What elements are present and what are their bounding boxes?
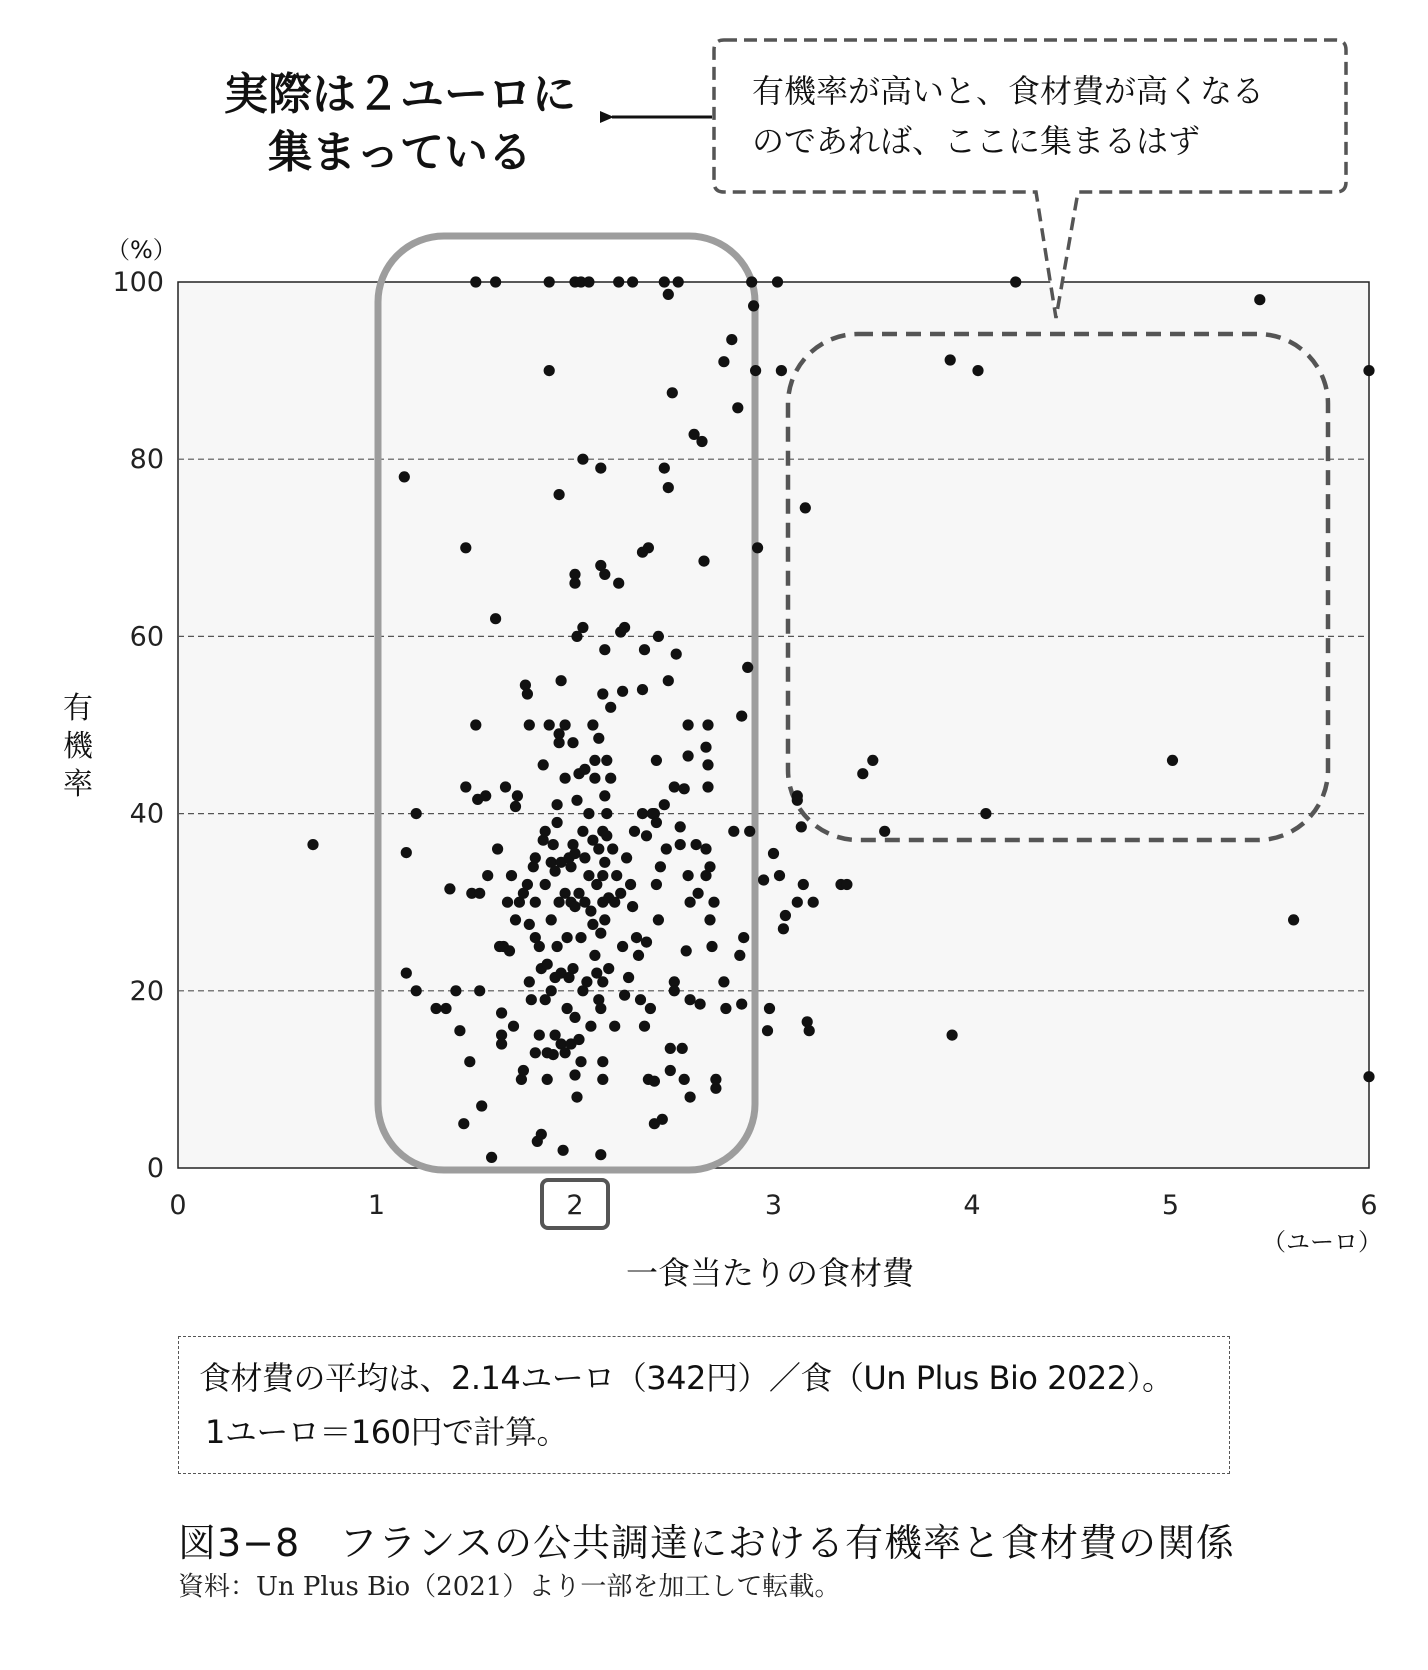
data-point (599, 569, 610, 580)
data-point (534, 1030, 545, 1041)
data-point (540, 879, 551, 890)
data-point (744, 826, 755, 837)
y-tick-labels (112, 267, 164, 1184)
annotation-expected-line2: のであれば、ここに集まるはず (752, 122, 1201, 160)
data-point (947, 1030, 958, 1041)
data-point (597, 1074, 608, 1085)
data-point (562, 932, 573, 943)
data-point (512, 790, 523, 801)
data-point (524, 976, 535, 987)
data-point (552, 941, 563, 952)
data-point (534, 941, 545, 952)
data-point (599, 644, 610, 655)
data-point (639, 1021, 650, 1032)
data-point (726, 334, 737, 345)
data-point (663, 289, 674, 300)
data-point (575, 1056, 586, 1067)
data-point (623, 972, 634, 983)
data-point (651, 879, 662, 890)
data-point (661, 843, 672, 854)
data-point (401, 847, 412, 858)
data-point (486, 1152, 497, 1163)
data-point (671, 649, 682, 660)
data-point (683, 870, 694, 881)
data-point (734, 950, 745, 961)
data-point (554, 489, 565, 500)
data-point (583, 808, 594, 819)
data-point (613, 578, 624, 589)
data-point (665, 1043, 676, 1054)
data-point (542, 1074, 553, 1085)
data-point (615, 888, 626, 899)
data-point (627, 276, 638, 287)
data-point (659, 276, 670, 287)
data-point (645, 1003, 656, 1014)
data-point (698, 556, 709, 567)
data-point (665, 1065, 676, 1076)
data-point (601, 755, 612, 766)
data-point (522, 688, 533, 699)
data-point (579, 852, 590, 863)
data-point (496, 1007, 507, 1018)
data-point (792, 795, 803, 806)
data-point (524, 719, 535, 730)
data-point (597, 976, 608, 987)
data-point (411, 985, 422, 996)
data-point (601, 830, 612, 841)
data-point (611, 870, 622, 881)
data-point (601, 808, 612, 819)
data-point (526, 994, 537, 1005)
data-point (700, 742, 711, 753)
data-point (659, 463, 670, 474)
data-point (679, 783, 690, 794)
data-point (548, 839, 559, 850)
data-point (585, 906, 596, 917)
data-point (508, 1021, 519, 1032)
data-point (607, 843, 618, 854)
data-point (879, 826, 890, 837)
data-point (587, 719, 598, 730)
data-point (474, 888, 485, 899)
data-point (554, 737, 565, 748)
data-point (552, 817, 563, 828)
data-point (450, 985, 461, 996)
x-tick-label: 1 (367, 1190, 386, 1221)
data-point (677, 1043, 688, 1054)
data-point (693, 888, 704, 899)
data-point (482, 870, 493, 881)
data-point (401, 968, 412, 979)
data-point (599, 790, 610, 801)
data-point (444, 883, 455, 894)
data-point (798, 879, 809, 890)
data-point (641, 830, 652, 841)
data-point (544, 365, 555, 376)
y-tick-label: 60 (129, 621, 164, 653)
data-point (696, 436, 707, 447)
data-point (808, 897, 819, 908)
y-tick-label: 80 (129, 444, 164, 476)
data-point (1010, 276, 1021, 287)
data-point (627, 901, 638, 912)
data-point (683, 750, 694, 761)
data-point (663, 675, 674, 686)
data-point (778, 923, 789, 934)
data-point (857, 768, 868, 779)
data-point (583, 276, 594, 287)
data-point (750, 365, 761, 376)
note-box (178, 1336, 1230, 1474)
data-point (577, 826, 588, 837)
data-point (621, 852, 632, 863)
data-point (683, 719, 694, 730)
data-point (643, 542, 654, 553)
data-point (695, 999, 706, 1010)
data-point (651, 755, 662, 766)
data-point (575, 932, 586, 943)
data-point (633, 950, 644, 961)
data-point (728, 826, 739, 837)
y-axis-unit: （%） (106, 236, 177, 264)
data-point (603, 963, 614, 974)
data-point (464, 1056, 475, 1067)
y-tick-label: 20 (129, 975, 164, 1007)
data-point (738, 932, 749, 943)
data-point (470, 719, 481, 730)
data-point (772, 276, 783, 287)
data-point (490, 276, 501, 287)
figure-title: 図3−8 フランスの公共調達における有機率と食材費の関係 (178, 1521, 1236, 1565)
x-tick-label: 4 (963, 1190, 981, 1221)
data-point (653, 631, 664, 642)
data-point (542, 959, 553, 970)
data-point (748, 300, 759, 311)
data-point (583, 870, 594, 881)
data-point (691, 839, 702, 850)
note-line2: 1ユーロ＝160円で計算。 (205, 1413, 568, 1451)
data-point (546, 914, 557, 925)
data-point (552, 799, 563, 810)
data-point (569, 901, 580, 912)
data-point (502, 897, 513, 908)
data-point (617, 941, 628, 952)
data-point (685, 897, 696, 908)
data-point (544, 276, 555, 287)
y-axis-label: 有機率 (63, 691, 93, 802)
data-point (617, 686, 628, 697)
data-point (585, 1021, 596, 1032)
data-point (569, 578, 580, 589)
data-point (1363, 365, 1374, 376)
data-point (651, 817, 662, 828)
data-point (581, 976, 592, 987)
data-point (500, 781, 511, 792)
data-point (540, 826, 551, 837)
data-point (631, 932, 642, 943)
data-point (1254, 294, 1265, 305)
data-point (718, 356, 729, 367)
figure-source: 資料：Un Plus Bio（2021）より一部を加工して転載。 (178, 1572, 841, 1602)
data-point (454, 1025, 465, 1036)
data-point (504, 945, 515, 956)
data-point (804, 1025, 815, 1036)
data-point (613, 276, 624, 287)
data-point (476, 1100, 487, 1111)
data-point (538, 759, 549, 770)
data-point (736, 999, 747, 1010)
data-point (1167, 755, 1178, 766)
data-point (641, 937, 652, 948)
data-point (605, 773, 616, 784)
data-point (460, 781, 471, 792)
data-point (700, 843, 711, 854)
data-point (720, 1003, 731, 1014)
data-point (1363, 1071, 1374, 1082)
data-point (655, 861, 666, 872)
data-point (718, 976, 729, 987)
data-point (518, 1065, 529, 1076)
data-point (639, 644, 650, 655)
data-point (548, 1049, 559, 1060)
data-point (567, 963, 578, 974)
data-point (522, 879, 533, 890)
data-point (796, 821, 807, 832)
data-point (663, 482, 674, 493)
data-point (431, 1003, 442, 1014)
data-point (597, 870, 608, 881)
annotation-actual-line2: 集まっている (268, 127, 532, 178)
data-point (474, 985, 485, 996)
data-point (492, 843, 503, 854)
data-point (702, 781, 713, 792)
data-point (524, 919, 535, 930)
annotation-expected (752, 66, 1342, 166)
data-point (506, 870, 517, 881)
data-point (593, 843, 604, 854)
data-point (589, 755, 600, 766)
data-point (776, 365, 787, 376)
data-point (653, 914, 664, 925)
data-point (742, 662, 753, 673)
data-point (510, 914, 521, 925)
data-point (619, 622, 630, 633)
data-point (1288, 914, 1299, 925)
x-tick-label: 2 (566, 1190, 584, 1221)
data-point (736, 711, 747, 722)
data-point (649, 1076, 660, 1087)
x-axis-unit: （ユーロ） (1262, 1228, 1382, 1256)
data-point (619, 990, 630, 1001)
data-point (669, 781, 680, 792)
x-tick-labels (169, 1190, 1377, 1221)
data-point (460, 542, 471, 553)
data-point (732, 402, 743, 413)
data-point (758, 874, 769, 885)
y-tick-label: 40 (129, 798, 164, 830)
data-point (565, 861, 576, 872)
data-point (411, 808, 422, 819)
data-point (536, 1129, 547, 1140)
x-tick-label: 6 (1360, 1190, 1378, 1221)
data-point (567, 737, 578, 748)
data-point (780, 910, 791, 921)
data-point (681, 945, 692, 956)
data-point (530, 1047, 541, 1058)
data-point (764, 1003, 775, 1014)
data-point (595, 463, 606, 474)
data-point (762, 1025, 773, 1036)
data-point (595, 928, 606, 939)
x-tick-label: 0 (169, 1190, 187, 1221)
data-point (637, 684, 648, 695)
x-axis-label: 一食当たりの食材費 (625, 1254, 914, 1292)
data-point (629, 826, 640, 837)
data-point (571, 1092, 582, 1103)
data-point (702, 719, 713, 730)
data-point (702, 759, 713, 770)
annotation-actual (200, 66, 600, 182)
data-point (496, 1038, 507, 1049)
data-point (657, 1114, 668, 1125)
data-point (530, 897, 541, 908)
data-point (704, 914, 715, 925)
data-point (577, 454, 588, 465)
data-point (605, 702, 616, 713)
data-point (597, 688, 608, 699)
data-point (490, 613, 501, 624)
data-point (980, 808, 991, 819)
data-point (560, 773, 571, 784)
data-point (673, 276, 684, 287)
data-point (530, 852, 541, 863)
data-point (562, 1003, 573, 1014)
x-tick-label: 5 (1161, 1190, 1180, 1221)
data-point (746, 276, 757, 287)
data-point (593, 733, 604, 744)
annotation-expected-line1: 有機率が高いと、食材費が高くなる (752, 72, 1265, 110)
data-point (558, 1145, 569, 1156)
data-point (546, 985, 557, 996)
data-point (800, 502, 811, 513)
data-point (307, 839, 318, 850)
data-point (972, 365, 983, 376)
data-point (625, 879, 636, 890)
data-point (480, 790, 491, 801)
data-point (667, 387, 678, 398)
data-point (679, 1074, 690, 1085)
data-point (589, 950, 600, 961)
data-point (569, 1069, 580, 1080)
data-point (587, 919, 598, 930)
data-point (685, 994, 696, 1005)
data-point (635, 994, 646, 1005)
data-point (659, 799, 670, 810)
data-point (637, 808, 648, 819)
data-point (556, 675, 567, 686)
data-point (706, 941, 717, 952)
data-point (675, 839, 686, 850)
data-point (752, 542, 763, 553)
plot-area (178, 282, 1369, 1168)
data-point (597, 1056, 608, 1067)
data-point (560, 719, 571, 730)
y-tick-label: 100 (112, 267, 164, 298)
data-point (945, 354, 956, 365)
data-point (589, 773, 600, 784)
data-point (774, 870, 785, 881)
data-point (595, 1149, 606, 1160)
data-point (569, 1012, 580, 1023)
x-tick-label: 3 (764, 1190, 783, 1221)
data-point (792, 897, 803, 908)
data-point (544, 719, 555, 730)
data-point (708, 897, 719, 908)
data-point (704, 861, 715, 872)
note-line1: 食材費の平均は、2.14ユーロ（342円）／食（Un Plus Bio 2022）。 (199, 1359, 1174, 1397)
annotation-actual-line1: 実際は２ユーロに (224, 69, 576, 120)
data-point (579, 764, 590, 775)
data-point (609, 1021, 620, 1032)
data-point (685, 1092, 696, 1103)
y-tick-label: 0 (146, 1153, 164, 1184)
data-point (470, 276, 481, 287)
data-point (599, 857, 610, 868)
data-point (675, 821, 686, 832)
data-point (577, 622, 588, 633)
data-point (595, 1003, 606, 1014)
data-point (867, 755, 878, 766)
data-point (573, 1034, 584, 1045)
data-point (571, 795, 582, 806)
data-point (599, 914, 610, 925)
data-point (569, 848, 580, 859)
data-point (440, 1003, 451, 1014)
data-point (458, 1118, 469, 1129)
data-point (768, 848, 779, 859)
data-point (399, 471, 410, 482)
data-point (841, 879, 852, 890)
data-point (510, 801, 521, 812)
data-point (669, 985, 680, 996)
data-point (710, 1074, 721, 1085)
